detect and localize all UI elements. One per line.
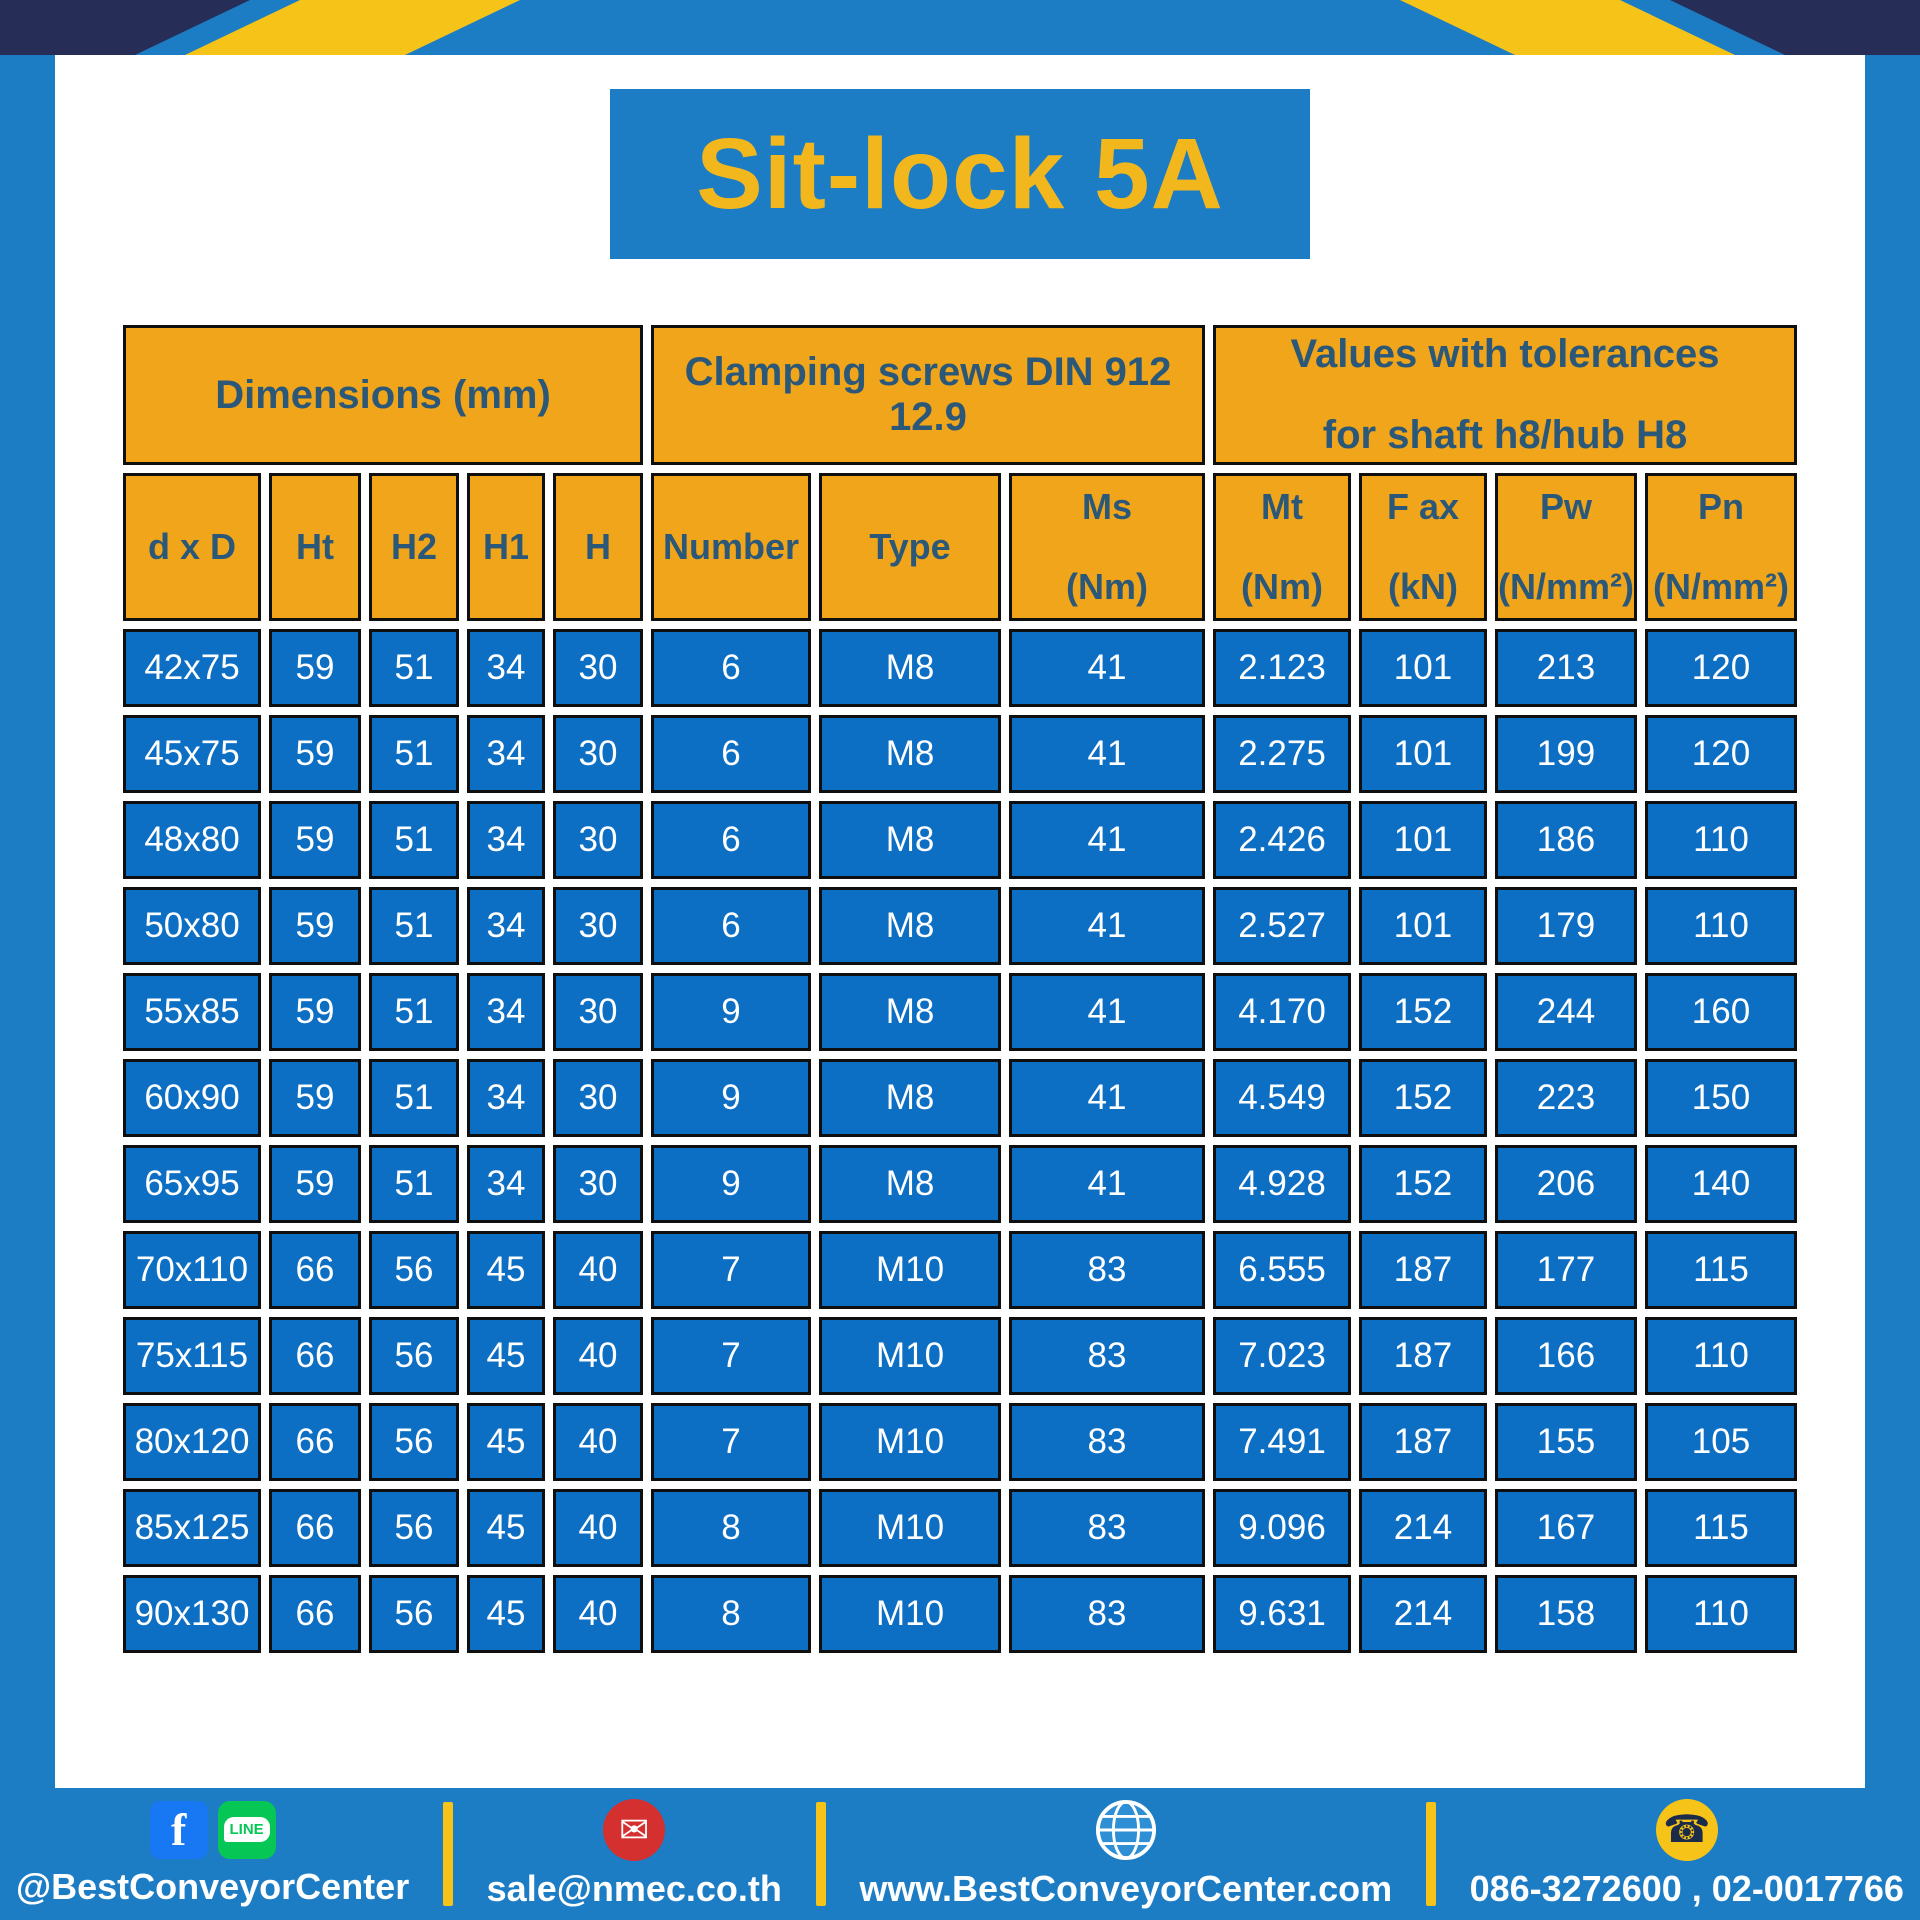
- table-cell: 187: [1359, 1231, 1487, 1309]
- table-cell: 158: [1495, 1575, 1637, 1653]
- table-cell: M10: [819, 1489, 1001, 1567]
- column-header-row: [123, 473, 1797, 621]
- table-cell: 34: [467, 887, 545, 965]
- table-cell: 83: [1009, 1317, 1205, 1395]
- table-cell: 59: [269, 887, 361, 965]
- table-cell: 60x90: [123, 1059, 261, 1137]
- table-row: [123, 1403, 1797, 1481]
- table-cell: 51: [369, 887, 459, 965]
- table-cell: 48x80: [123, 801, 261, 879]
- table-cell: 214: [1359, 1489, 1487, 1567]
- table-cell: 59: [269, 1059, 361, 1137]
- table-cell: 56: [369, 1403, 459, 1481]
- table-cell: 199: [1495, 715, 1637, 793]
- email-icon[interactable]: [603, 1799, 665, 1861]
- table-cell: 30: [553, 973, 643, 1051]
- table-cell: 9: [651, 973, 811, 1051]
- table-cell: M8: [819, 887, 1001, 965]
- table-cell: 152: [1359, 973, 1487, 1051]
- table-cell: 167: [1495, 1489, 1637, 1567]
- footer-phones: 086-3272600 , 02-0017766: [1469, 1867, 1904, 1909]
- table-row: [123, 1489, 1797, 1567]
- facebook-icon[interactable]: [150, 1801, 208, 1859]
- table-cell: M8: [819, 801, 1001, 879]
- table-cell: 55x85: [123, 973, 261, 1051]
- table-cell: 59: [269, 801, 361, 879]
- footer-divider: [443, 1802, 453, 1906]
- table-cell: 9: [651, 1145, 811, 1223]
- table-row: [123, 629, 1797, 707]
- table-cell: 45: [467, 1403, 545, 1481]
- table-cell: 59: [269, 973, 361, 1051]
- table-cell: M10: [819, 1575, 1001, 1653]
- table-cell: 45: [467, 1575, 545, 1653]
- line-icon[interactable]: [218, 1801, 276, 1859]
- table-cell: 59: [269, 715, 361, 793]
- table-cell: M8: [819, 629, 1001, 707]
- table-cell: 223: [1495, 1059, 1637, 1137]
- top-corner-decoration: [0, 0, 1920, 55]
- column-header: Number: [651, 473, 811, 621]
- table-cell: 150: [1645, 1059, 1797, 1137]
- table-cell: 8: [651, 1489, 811, 1567]
- table-cell: 66: [269, 1575, 361, 1653]
- table-cell: 115: [1645, 1231, 1797, 1309]
- table-cell: 66: [269, 1403, 361, 1481]
- table-cell: 105: [1645, 1403, 1797, 1481]
- table-cell: 70x110: [123, 1231, 261, 1309]
- table-cell: 155: [1495, 1403, 1637, 1481]
- table-cell: 34: [467, 1145, 545, 1223]
- table-cell: 45x75: [123, 715, 261, 793]
- stripe-yellow-right: [1400, 0, 1735, 55]
- table-cell: 2.123: [1213, 629, 1351, 707]
- table-cell: 120: [1645, 629, 1797, 707]
- table-cell: 206: [1495, 1145, 1637, 1223]
- column-header: d x D: [123, 473, 261, 621]
- table-cell: 41: [1009, 973, 1205, 1051]
- table-cell: 101: [1359, 887, 1487, 965]
- column-header: H2: [369, 473, 459, 621]
- facebook-glyph: f: [170, 1804, 187, 1855]
- table-cell: 40: [553, 1575, 643, 1653]
- table-cell: 7: [651, 1231, 811, 1309]
- table-cell: 187: [1359, 1317, 1487, 1395]
- table-cell: 152: [1359, 1145, 1487, 1223]
- table-cell: 9.631: [1213, 1575, 1351, 1653]
- table-cell: 40: [553, 1231, 643, 1309]
- table-cell: M10: [819, 1317, 1001, 1395]
- table-cell: M8: [819, 973, 1001, 1051]
- table-cell: 85x125: [123, 1489, 261, 1567]
- group-header: Clamping screws DIN 912 12.9: [651, 325, 1205, 465]
- table-cell: 34: [467, 1059, 545, 1137]
- table-cell: 80x120: [123, 1403, 261, 1481]
- footer-social-handle[interactable]: @BestConveyorCenter: [16, 1865, 410, 1907]
- table-cell: 213: [1495, 629, 1637, 707]
- table-cell: 50x80: [123, 887, 261, 965]
- table-cell: 7.491: [1213, 1403, 1351, 1481]
- table-cell: 6: [651, 629, 811, 707]
- table-cell: 41: [1009, 1059, 1205, 1137]
- table-row: [123, 1317, 1797, 1395]
- table-cell: 8: [651, 1575, 811, 1653]
- table-cell: 30: [553, 629, 643, 707]
- column-header: Mt (Nm): [1213, 473, 1351, 621]
- table-cell: 83: [1009, 1489, 1205, 1567]
- table-cell: 41: [1009, 887, 1205, 965]
- phone-glyph: ☎: [1663, 1809, 1711, 1851]
- footer-divider: [1426, 1802, 1436, 1906]
- table-cell: 179: [1495, 887, 1637, 965]
- table-row: [123, 1145, 1797, 1223]
- globe-icon[interactable]: [1095, 1799, 1157, 1861]
- table-cell: 51: [369, 1145, 459, 1223]
- table-cell: 65x95: [123, 1145, 261, 1223]
- column-header: Type: [819, 473, 1001, 621]
- table-cell: 2.527: [1213, 887, 1351, 965]
- table-cell: 7: [651, 1403, 811, 1481]
- column-header: H: [553, 473, 643, 621]
- table-row: [123, 1231, 1797, 1309]
- footer-website-section: [859, 1799, 1392, 1910]
- table-cell: 66: [269, 1317, 361, 1395]
- table-cell: 110: [1645, 887, 1797, 965]
- table-cell: 41: [1009, 629, 1205, 707]
- table-cell: M8: [819, 715, 1001, 793]
- table-cell: 75x115: [123, 1317, 261, 1395]
- title-banner: [610, 89, 1310, 259]
- table-cell: 101: [1359, 715, 1487, 793]
- table-cell: 51: [369, 629, 459, 707]
- table-head: [123, 325, 1797, 621]
- table-cell: 66: [269, 1231, 361, 1309]
- table-cell: 110: [1645, 1575, 1797, 1653]
- table-cell: 187: [1359, 1403, 1487, 1481]
- table-cell: 34: [467, 715, 545, 793]
- footer-phone-section: [1470, 1799, 1904, 1910]
- table-cell: 2.426: [1213, 801, 1351, 879]
- table-cell: 40: [553, 1403, 643, 1481]
- table-cell: 59: [269, 1145, 361, 1223]
- table-cell: 4.549: [1213, 1059, 1351, 1137]
- column-header: Ms (Nm): [1009, 473, 1205, 621]
- footer-website[interactable]: www.BestConveyorCenter.com: [859, 1867, 1393, 1909]
- table-cell: 9: [651, 1059, 811, 1137]
- table-cell: M8: [819, 1059, 1001, 1137]
- content-panel: [55, 55, 1865, 1788]
- group-header: Values with tolerances for shaft h8/hub H8: [1213, 325, 1797, 465]
- table-cell: 42x75: [123, 629, 261, 707]
- table-cell: 6: [651, 801, 811, 879]
- column-header: Pn (N/mm²): [1645, 473, 1797, 621]
- table-cell: 177: [1495, 1231, 1637, 1309]
- table-cell: 83: [1009, 1575, 1205, 1653]
- table-cell: 51: [369, 715, 459, 793]
- table-cell: 83: [1009, 1231, 1205, 1309]
- footer-email-section: [487, 1799, 782, 1910]
- table-row: [123, 1059, 1797, 1137]
- table-row: [123, 801, 1797, 879]
- table-row: [123, 715, 1797, 793]
- table-row: [123, 973, 1797, 1051]
- footer-email[interactable]: sale@nmec.co.th: [486, 1867, 782, 1909]
- column-header: H1: [467, 473, 545, 621]
- table-cell: 214: [1359, 1575, 1487, 1653]
- footer-social-section: [16, 1801, 409, 1908]
- table-cell: 34: [467, 801, 545, 879]
- table-cell: 41: [1009, 1145, 1205, 1223]
- table-cell: M10: [819, 1231, 1001, 1309]
- table-cell: 51: [369, 973, 459, 1051]
- stripe-yellow-left: [185, 0, 520, 55]
- table-cell: 45: [467, 1231, 545, 1309]
- table-cell: 6: [651, 887, 811, 965]
- table-cell: 56: [369, 1231, 459, 1309]
- table-cell: 166: [1495, 1317, 1637, 1395]
- table-cell: 30: [553, 801, 643, 879]
- group-header: Dimensions (mm): [123, 325, 643, 465]
- table-cell: 51: [369, 1059, 459, 1137]
- page-title: Sit-lock 5A: [696, 117, 1224, 230]
- table-cell: 83: [1009, 1403, 1205, 1481]
- email-glyph: ✉: [619, 1808, 650, 1850]
- table-cell: 101: [1359, 801, 1487, 879]
- group-header-row: [123, 325, 1797, 465]
- table-cell: 101: [1359, 629, 1487, 707]
- table-cell: 40: [553, 1489, 643, 1567]
- table-cell: 40: [553, 1317, 643, 1395]
- table-cell: 110: [1645, 801, 1797, 879]
- table-cell: 244: [1495, 973, 1637, 1051]
- table-cell: 30: [553, 1059, 643, 1137]
- footer-bar: [0, 1788, 1920, 1920]
- table-cell: 56: [369, 1489, 459, 1567]
- footer-divider: [816, 1802, 826, 1906]
- spec-table: [115, 317, 1805, 1661]
- table-cell: 59: [269, 629, 361, 707]
- table-cell: 51: [369, 801, 459, 879]
- table-cell: 4.170: [1213, 973, 1351, 1051]
- table-cell: 30: [553, 1145, 643, 1223]
- table-cell: 6: [651, 715, 811, 793]
- table-cell: 56: [369, 1575, 459, 1653]
- table-cell: 41: [1009, 715, 1205, 793]
- table-cell: 34: [467, 629, 545, 707]
- table-cell: 56: [369, 1317, 459, 1395]
- table-cell: 9.096: [1213, 1489, 1351, 1567]
- table-cell: 7: [651, 1317, 811, 1395]
- table-cell: 140: [1645, 1145, 1797, 1223]
- table-cell: 30: [553, 715, 643, 793]
- table-cell: 160: [1645, 973, 1797, 1051]
- table-cell: 115: [1645, 1489, 1797, 1567]
- table-cell: 45: [467, 1317, 545, 1395]
- table-cell: 2.275: [1213, 715, 1351, 793]
- table-cell: 66: [269, 1489, 361, 1567]
- table-cell: 34: [467, 973, 545, 1051]
- table-cell: 6.555: [1213, 1231, 1351, 1309]
- table-cell: 110: [1645, 1317, 1797, 1395]
- table-cell: 7.023: [1213, 1317, 1351, 1395]
- table-row: [123, 887, 1797, 965]
- table-cell: M8: [819, 1145, 1001, 1223]
- table-cell: M10: [819, 1403, 1001, 1481]
- table-cell: 90x130: [123, 1575, 261, 1653]
- column-header: Pw (N/mm²): [1495, 473, 1637, 621]
- table-cell: 120: [1645, 715, 1797, 793]
- line-label: LINE: [224, 1817, 270, 1842]
- table-cell: 186: [1495, 801, 1637, 879]
- phone-icon[interactable]: [1656, 1799, 1718, 1861]
- table-cell: 152: [1359, 1059, 1487, 1137]
- table-row: [123, 1575, 1797, 1653]
- column-header: Ht: [269, 473, 361, 621]
- table-cell: 41: [1009, 801, 1205, 879]
- footer-social-icons: [150, 1801, 276, 1859]
- table-cell: 45: [467, 1489, 545, 1567]
- column-header: F ax (kN): [1359, 473, 1487, 621]
- table-cell: 30: [553, 887, 643, 965]
- table-body: [123, 629, 1797, 1653]
- table-cell: 4.928: [1213, 1145, 1351, 1223]
